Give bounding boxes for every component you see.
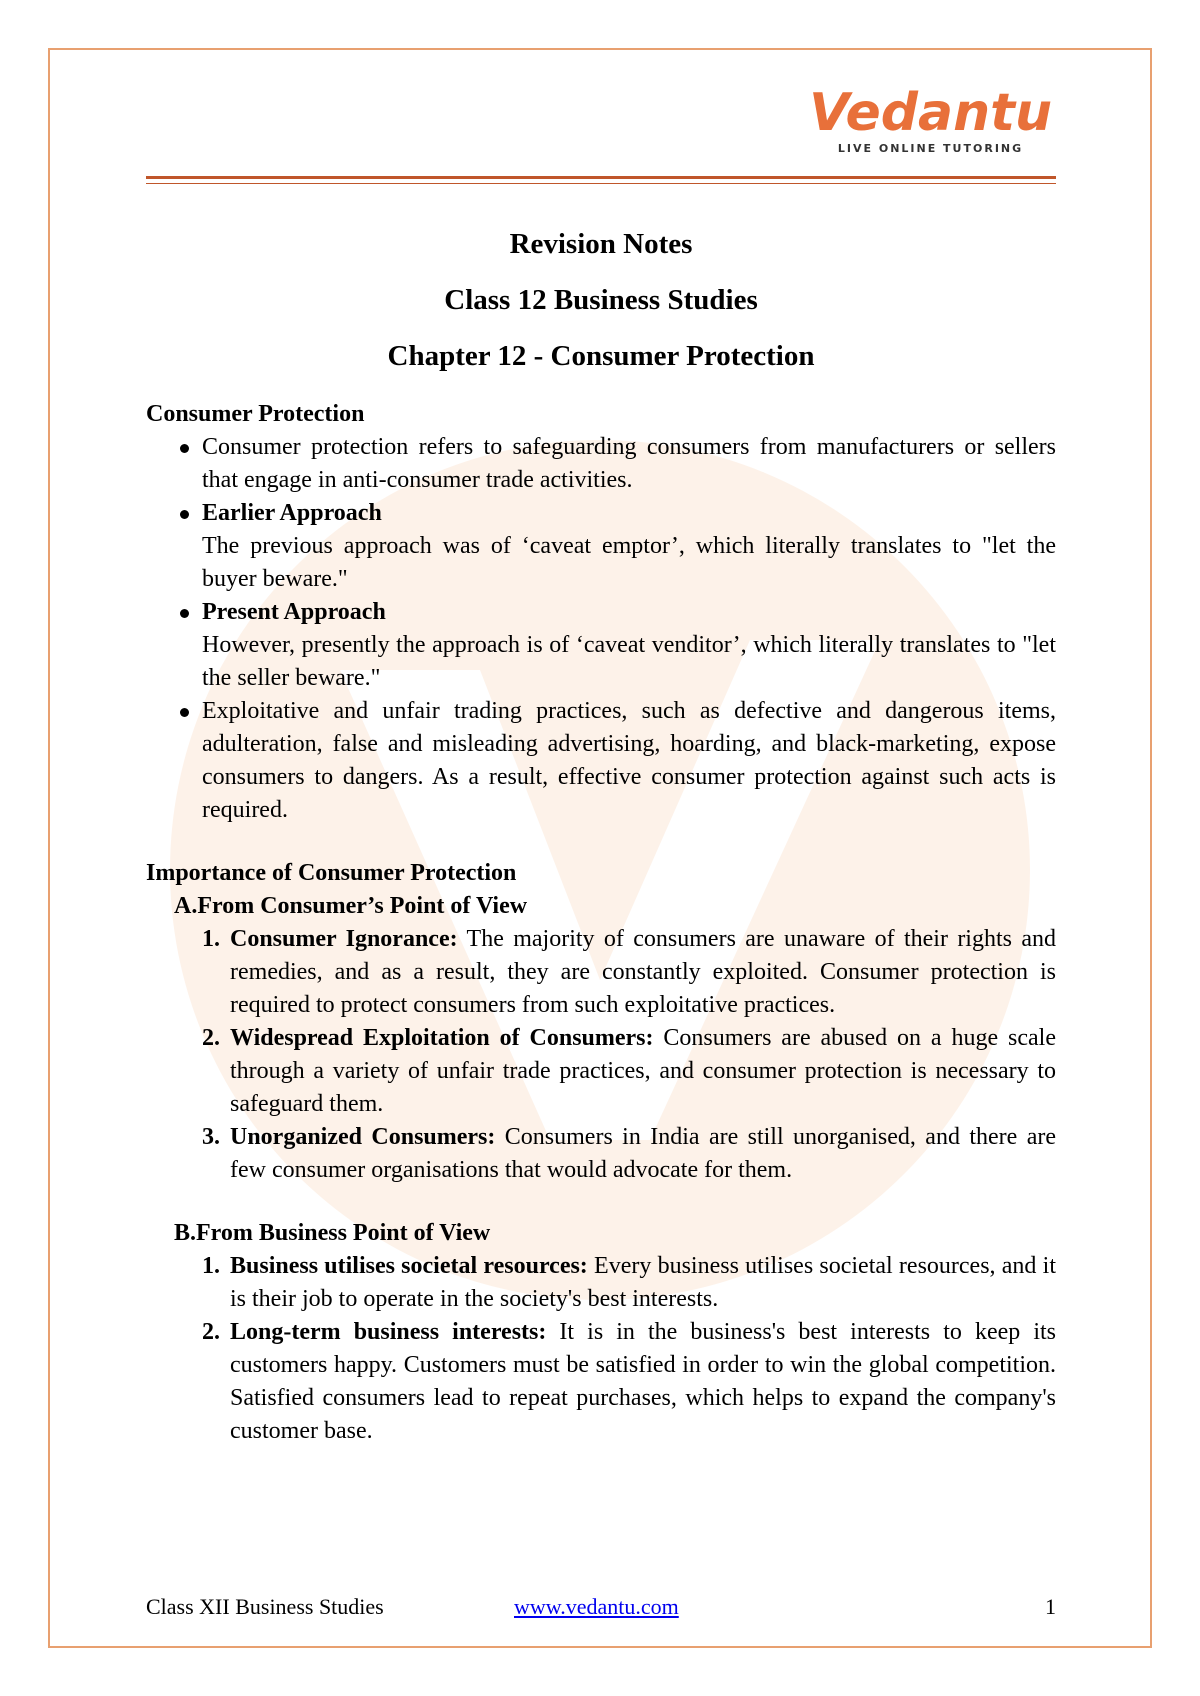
item-number: 2. <box>202 1319 220 1345</box>
item-term: Unorganized Consumers: <box>230 1124 496 1150</box>
item-term: Consumer Ignorance: <box>230 926 458 952</box>
bullet-text: However, presently the approach is of ‘caveat venditor’, which literally translates to "let the seller beware." <box>202 632 1056 691</box>
numbered-item <box>202 1250 1057 1316</box>
footer-website-link[interactable]: www.vedantu.com <box>514 1594 679 1619</box>
footer-class-label: Class XII Business Studies <box>146 1594 384 1619</box>
section-heading-consumer-protection: Consumer Protection <box>146 401 365 427</box>
bullet-item <box>202 695 1056 827</box>
item-term: Business utilises societal resources: <box>230 1253 588 1279</box>
numbered-list-business <box>146 1250 1056 1448</box>
bullet-item <box>202 431 1056 497</box>
item-text: The majority of consumers are unaware of their rights and remedies, and as a result, they are constantly exploited. Consumer protection is required to protect consumers from such exploitative practices. <box>230 926 1057 1018</box>
title-chapter: Chapter 12 - Consumer Protection <box>387 340 815 372</box>
bullet-heading: Present Approach <box>202 599 386 625</box>
vedantu-logo <box>809 83 1052 155</box>
header-rule-thin <box>146 183 1056 184</box>
numbered-item <box>202 1316 1056 1448</box>
logo-wordmark: Vedantu <box>809 83 1052 143</box>
numbered-item <box>202 1022 1056 1121</box>
item-number: 3. <box>202 1124 220 1150</box>
bullet-list <box>146 431 1056 827</box>
page-number: 1 <box>1045 1594 1056 1619</box>
spacer <box>146 1187 1056 1217</box>
item-number: 1. <box>202 926 220 952</box>
item-text: Consumers are abused on a huge scale through a variety of unfair trade practices, and consumer protection is necessary to safeguard them. <box>230 1025 1056 1117</box>
bullet-item <box>202 497 1056 596</box>
document-body <box>146 226 1056 1448</box>
numbered-item <box>202 923 1057 1022</box>
item-text: It is in the business's best interests to keep its customers happy. Customers must be satisfied in order to win the global competition. Satisfied consumers lead to repeat purchases, which helps to expand the company's customer base. <box>230 1319 1056 1444</box>
subheading-business-view: B.From Business Point of View <box>174 1220 491 1246</box>
item-number: 2. <box>202 1025 220 1051</box>
numbered-item <box>202 1121 1056 1187</box>
item-number: 1. <box>202 1253 220 1279</box>
bullet-text: Exploitative and unfair trading practices, such as defective and dangerous items, adulteration, false and misleading advertising, hoarding, and black-marketing, expose consumers to dangers. As a result, effective consumer protection against such acts is required. <box>202 698 1056 823</box>
bullet-item <box>202 596 1056 695</box>
numbered-list-consumer <box>146 923 1056 1187</box>
item-term: Long-term business interests: <box>230 1319 547 1345</box>
title-revision-notes: Revision Notes <box>509 228 693 260</box>
header-rule <box>146 176 1056 179</box>
section-heading-importance: Importance of Consumer Protection <box>146 860 517 886</box>
title-class: Class 12 Business Studies <box>444 284 758 316</box>
item-text: Every business utilises societal resources, and it is their job to operate in the society's best interests. <box>230 1253 1057 1312</box>
item-text: Consumers in India are still unorganised, and there are few consumer organisations that would advocate for them. <box>230 1124 1056 1183</box>
bullet-heading: Earlier Approach <box>202 500 382 526</box>
item-term: Widespread Exploitation of Consumers: <box>230 1025 654 1051</box>
bullet-text: The previous approach was of ‘caveat emptor’, which literally translates to "let the buyer beware." <box>202 533 1056 592</box>
logo-tagline: LIVE ONLINE TUTORING <box>837 142 1024 155</box>
subheading-consumer-view: A.From Consumer’s Point of View <box>174 893 528 919</box>
bullet-text: Consumer protection refers to safeguarding consumers from manufacturers or sellers that engage in anti-consumer trade activities. <box>202 434 1056 493</box>
